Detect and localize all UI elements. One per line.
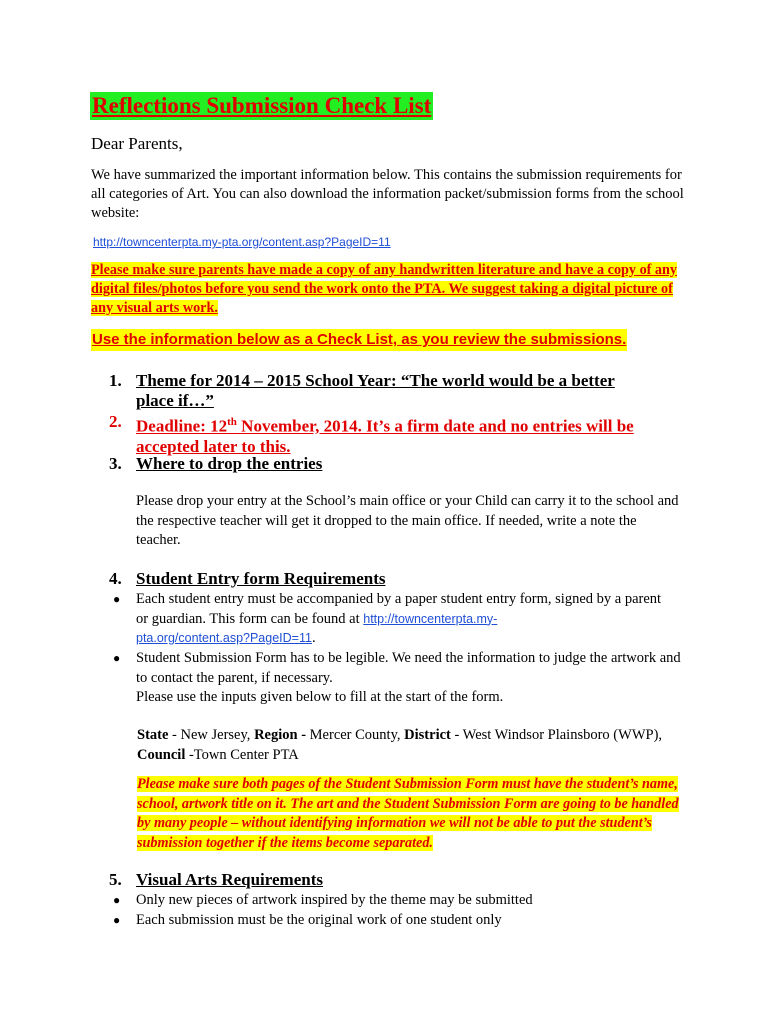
district-label: District <box>404 727 451 743</box>
item-deadline-number: 2. <box>109 412 122 431</box>
greeting: Dear Parents, <box>91 134 183 153</box>
deadline-sup: th <box>227 416 237 428</box>
item-drop-label: Where to drop the entries <box>136 454 323 473</box>
item-deadline <box>109 412 634 457</box>
item-visual-arts <box>109 870 323 890</box>
district-value: - West Windsor Plainsboro (WWP), <box>450 727 663 743</box>
state-label: State <box>137 727 169 743</box>
item-theme-line2: place if…” <box>136 391 214 410</box>
entry-form-link-b[interactable]: pta.org/content.asp?PageID=11 <box>136 631 312 645</box>
entry-bullet-2-line2: Please use the inputs given below to fill at the start of the form. <box>136 689 504 705</box>
deadline-text-post: November, 2014. It’s a firm date and no entries will be <box>236 416 634 436</box>
identification-warning-text: Please make sure both pages of the Student Submission Form must have the student’s name, school, artwork title on it. The art and the Student Submission Form are going to be handled by many people – without identifying information we will not be able to put the student’s submission together if the items become separated. <box>137 776 679 851</box>
entry-bullet-1-end: . <box>311 630 316 646</box>
entry-bullet-2-line1: Student Submission Form has to be legible. We need the information to judge the artwork and to contact the parent, if necessary. <box>136 650 681 686</box>
copy-warning-text: Please make sure parents have made a copy of any handwritten literature and have a copy of any digital files/photos before you send the work onto the PTA. We suggest taking a digital picture of any visual arts work. <box>91 262 678 316</box>
copy-warning <box>91 261 691 318</box>
website-link[interactable]: http://towncenterpta.my-pta.org/content.asp?PageID=11 <box>93 235 391 249</box>
form-field-inputs <box>137 726 677 765</box>
visual-bullet-1: Only new pieces of artwork inspired by the theme may be submitted <box>136 892 533 908</box>
identification-warning <box>137 775 682 853</box>
item-theme <box>109 371 615 411</box>
entry-bullet-1-text: Each student entry must be accompanied by a paper student entry form, signed by a parent or guardian. This form can be found at <box>136 591 662 627</box>
item-drop-number: 3. <box>109 454 122 473</box>
council-value: -Town Center PTA <box>185 746 299 763</box>
bullet: ● <box>113 651 121 665</box>
entry-bullet-1 <box>136 590 676 649</box>
bullet: ● <box>113 893 121 907</box>
item-entry-form <box>109 569 386 589</box>
item-visual-number: 5. <box>109 870 122 889</box>
region-label: Region - <box>254 727 307 743</box>
intro-paragraph: We have summarized the important information below. This contains the submission requirements for all categories of Art. You can also download the information packet/submission forms from the school website: <box>91 167 684 221</box>
deadline-line2: accepted later to this. <box>136 436 291 456</box>
bullet: ● <box>113 913 121 927</box>
item-theme-number: 1. <box>109 371 122 390</box>
entry-bullet-2 <box>136 649 684 708</box>
item-visual-label: Visual Arts Requirements <box>136 870 323 889</box>
item-entry-number: 4. <box>109 569 122 588</box>
council-label: Council <box>137 746 186 763</box>
item-theme-line1: Theme for 2014 – 2015 School Year: “The world would be a better <box>136 371 615 390</box>
item-entry-label: Student Entry form Requirements <box>136 569 386 588</box>
state-value: - New Jersey, <box>168 727 255 743</box>
visual-bullet-2: Each submission must be the original work of one student only <box>136 912 502 928</box>
checklist-heading: Use the information below as a Check List, as you review the submissions. <box>91 329 627 351</box>
page-title: Reflections Submission Check List <box>92 93 432 118</box>
region-value: Mercer County, <box>306 727 405 743</box>
item-drop-location <box>109 454 323 474</box>
drop-instructions: Please drop your entry at the School’s main office or your Child can carry it to the school and the respective teacher will get it dropped to the main office. If needed, write a note the teacher. <box>136 493 679 548</box>
deadline-text-pre: Deadline: 12 <box>136 416 228 436</box>
bullet: ● <box>113 592 121 606</box>
entry-form-link-a[interactable]: http://towncenterpta.my- <box>363 611 498 626</box>
